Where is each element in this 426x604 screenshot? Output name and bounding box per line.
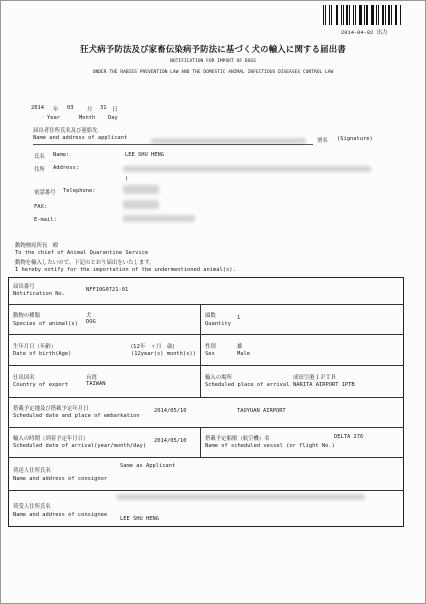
notice-line-en: I hereby notify for the importation of the undermentioned animal(s). bbox=[15, 267, 236, 273]
age-en: (12year(s) month(s)) bbox=[131, 351, 196, 357]
arrival-place-value-jp: 成田空港１ＰＴＢ bbox=[293, 375, 337, 381]
date-year: 2014 bbox=[31, 105, 44, 111]
column-divider bbox=[200, 427, 201, 457]
issue-date: 2014-04-02 出力 bbox=[341, 30, 388, 36]
barcode-bar bbox=[339, 5, 340, 25]
name-label-en: Name: bbox=[53, 152, 70, 158]
embark-date: 2014/05/10 bbox=[154, 408, 187, 414]
date-month: 03 bbox=[67, 105, 74, 111]
sex-value-en: Male bbox=[237, 351, 250, 357]
barcode-bar bbox=[380, 5, 381, 25]
consignee-value: LEE SHU HENG bbox=[120, 516, 159, 522]
date-day-jp: 日 bbox=[112, 107, 118, 113]
notification-no-value: NFF10G0721-01 bbox=[86, 287, 129, 293]
barcode-bar bbox=[398, 5, 399, 25]
barcode-bar bbox=[357, 5, 358, 25]
notice-line-jp: 動物を輸入したいので、下記のとおり届出をいたします。 bbox=[15, 260, 155, 266]
species-value-en: DOG bbox=[86, 319, 96, 325]
redacted-fax bbox=[123, 200, 159, 209]
document-subtitle-en: UNDER THE RABIES PREVENTION LAW AND THE DOMESTIC ANIMAL INFECTIOUS DISEASES CONTROL LAW bbox=[92, 70, 334, 75]
embark-label-jp: 搭載予定地及び搭載予定年月日 bbox=[13, 406, 89, 412]
addressee-line-en: To the chief of Animal Quarantine Service bbox=[15, 250, 149, 256]
document-title-en: NOTIFICATION FOR IMPORT OF DOGS bbox=[170, 59, 256, 64]
export-country-value-jp: 台湾 bbox=[86, 375, 97, 381]
row-divider bbox=[8, 397, 404, 398]
barcode-bar bbox=[392, 5, 393, 25]
row-divider bbox=[8, 334, 404, 335]
arrival-date-label-jp: 輸入の時期（到着予定年月日） bbox=[13, 436, 89, 442]
barcode-bar bbox=[345, 5, 346, 25]
barcode-bar bbox=[372, 5, 373, 25]
dob-label-en: Date of birth(Age) bbox=[13, 351, 72, 357]
barcode-bar bbox=[343, 5, 344, 25]
consignee-label-jp: 荷受人住所氏名 bbox=[13, 504, 51, 510]
quantity-label-jp: 頭数 bbox=[205, 313, 216, 319]
barcode-bar bbox=[366, 5, 368, 25]
vessel-label-jp: 搭載予定船舶（航空機）名 bbox=[205, 436, 270, 442]
barcode-bar bbox=[327, 5, 328, 25]
address-closing-paren: ) bbox=[125, 176, 129, 182]
barcode-bar bbox=[376, 5, 377, 25]
applicant-heading-en: Name and address of applicant bbox=[33, 135, 128, 141]
consignee-label-en: Name and address of consignee bbox=[13, 512, 108, 518]
barcode-bar bbox=[388, 5, 389, 25]
sex-label-en: Sex bbox=[205, 351, 215, 357]
signature-label: 署名 bbox=[317, 138, 328, 144]
export-country-label-en: Country of export bbox=[13, 382, 69, 388]
addressee-line-jp: 動物検疫所長 殿 bbox=[15, 243, 59, 249]
embark-label-en: Scheduled date and place of embarkation bbox=[13, 413, 140, 419]
date-day-en: Day bbox=[108, 115, 118, 121]
notification-no-label-en: Notification No. bbox=[13, 291, 65, 297]
barcode-bar bbox=[375, 5, 376, 25]
sex-label-jp: 性別 bbox=[205, 344, 216, 350]
barcode-bar bbox=[346, 5, 347, 25]
date-year-jp: 年 bbox=[53, 107, 59, 113]
barcode-bar bbox=[387, 5, 388, 25]
phone-label-en: Telephone: bbox=[63, 188, 96, 194]
consignor-value: Same as Applicant bbox=[120, 463, 176, 469]
signature-line bbox=[33, 144, 313, 145]
redacted-address bbox=[123, 166, 371, 172]
name-label-jp: 氏名 bbox=[34, 154, 45, 160]
barcode-bar bbox=[364, 5, 365, 25]
species-value-jp: 犬 bbox=[86, 313, 92, 319]
barcode-bar bbox=[353, 5, 354, 25]
barcode-bar bbox=[363, 5, 364, 25]
sex-value-jp: 雄 bbox=[237, 344, 243, 350]
species-label-en: Species of animal(s) bbox=[13, 321, 78, 327]
barcode-bar bbox=[341, 5, 342, 25]
barcode-bar bbox=[350, 5, 352, 25]
embark-place: TAOYUAN AIRPORT bbox=[237, 408, 286, 414]
date-year-en: Year bbox=[47, 115, 60, 121]
barcode-bar bbox=[337, 5, 338, 25]
redacted-consignee-address bbox=[117, 494, 365, 500]
date-month-en: Month bbox=[79, 115, 96, 121]
barcode-bar bbox=[378, 5, 379, 25]
export-country-value-en: TAIWAN bbox=[86, 381, 106, 387]
arrival-place-label-jp: 輸入の場所 bbox=[205, 375, 232, 381]
barcode-bar bbox=[360, 5, 361, 25]
quantity-value: 1 bbox=[237, 315, 241, 321]
species-label-jp: 動物の種類 bbox=[13, 313, 40, 319]
redacted-email bbox=[123, 215, 195, 222]
applicant-heading: 届出者住所氏名及び連絡先 bbox=[33, 128, 98, 134]
notification-no-label-jp: 届出番号 bbox=[13, 284, 35, 290]
signature-label-en: (Signature) bbox=[337, 136, 373, 142]
arrival-date-label-en: Scheduled date of arrival(year/month/day) bbox=[13, 443, 147, 449]
column-divider bbox=[200, 304, 201, 397]
document-title: 狂犬病予防法及び家畜伝染病予防法に基づく犬の輸入に関する届出書 bbox=[80, 44, 346, 54]
barcode-bar bbox=[391, 5, 392, 25]
barcode-bar bbox=[323, 5, 324, 25]
redacted-phone bbox=[123, 185, 159, 194]
quantity-label-en: Quantity bbox=[205, 321, 231, 327]
consignor-label-jp: 荷送人住所氏名 bbox=[13, 468, 51, 474]
barcode bbox=[323, 5, 401, 25]
address-label-en: Address: bbox=[53, 165, 79, 171]
row-divider bbox=[8, 490, 404, 491]
vessel-value: DELTA 276 bbox=[334, 434, 364, 440]
row-divider bbox=[8, 457, 404, 458]
phone-label-jp: 電話番号 bbox=[34, 190, 56, 196]
barcode-bar bbox=[325, 5, 326, 25]
row-divider bbox=[8, 365, 404, 366]
fax-label: FAX: bbox=[34, 204, 47, 210]
applicant-name: LEE SHU HENG bbox=[125, 152, 164, 158]
barcode-bar bbox=[329, 5, 330, 25]
barcode-bar bbox=[349, 5, 350, 25]
consignor-label-en: Name and address of consignor bbox=[13, 476, 108, 482]
email-label: E-mail: bbox=[34, 217, 57, 223]
vessel-label-en: Name of scheduled vessel (or flight No.) bbox=[205, 443, 335, 449]
barcode-bar bbox=[336, 5, 337, 25]
barcode-bar bbox=[331, 5, 332, 25]
row-divider bbox=[8, 427, 404, 428]
barcode-bar bbox=[396, 5, 397, 25]
barcode-bar bbox=[371, 5, 372, 25]
barcode-bar bbox=[333, 5, 335, 25]
date-day: 31 bbox=[100, 105, 107, 111]
barcode-bar bbox=[395, 5, 396, 25]
row-divider bbox=[8, 304, 404, 305]
barcode-bar bbox=[369, 5, 370, 25]
arrival-place-value-en: NARITA AIRPORT 1PTB bbox=[293, 382, 355, 388]
barcode-bar bbox=[400, 5, 401, 25]
date-month-jp: 月 bbox=[87, 107, 93, 113]
address-label-jp: 住所 bbox=[34, 167, 45, 173]
barcode-bar bbox=[359, 5, 360, 25]
age-jp: (12年 ヶ月 歳) bbox=[131, 344, 175, 350]
barcode-bar bbox=[355, 5, 356, 25]
barcode-bar bbox=[385, 5, 386, 25]
arrival-place-label-en: Scheduled place of arrival bbox=[205, 382, 290, 388]
export-country-label-jp: 仕出国名 bbox=[13, 375, 35, 381]
dob-label-jp: 生年月日（年齢） bbox=[13, 344, 57, 350]
barcode-bar bbox=[382, 5, 384, 25]
arrival-date-value: 2014/05/10 bbox=[154, 438, 187, 444]
